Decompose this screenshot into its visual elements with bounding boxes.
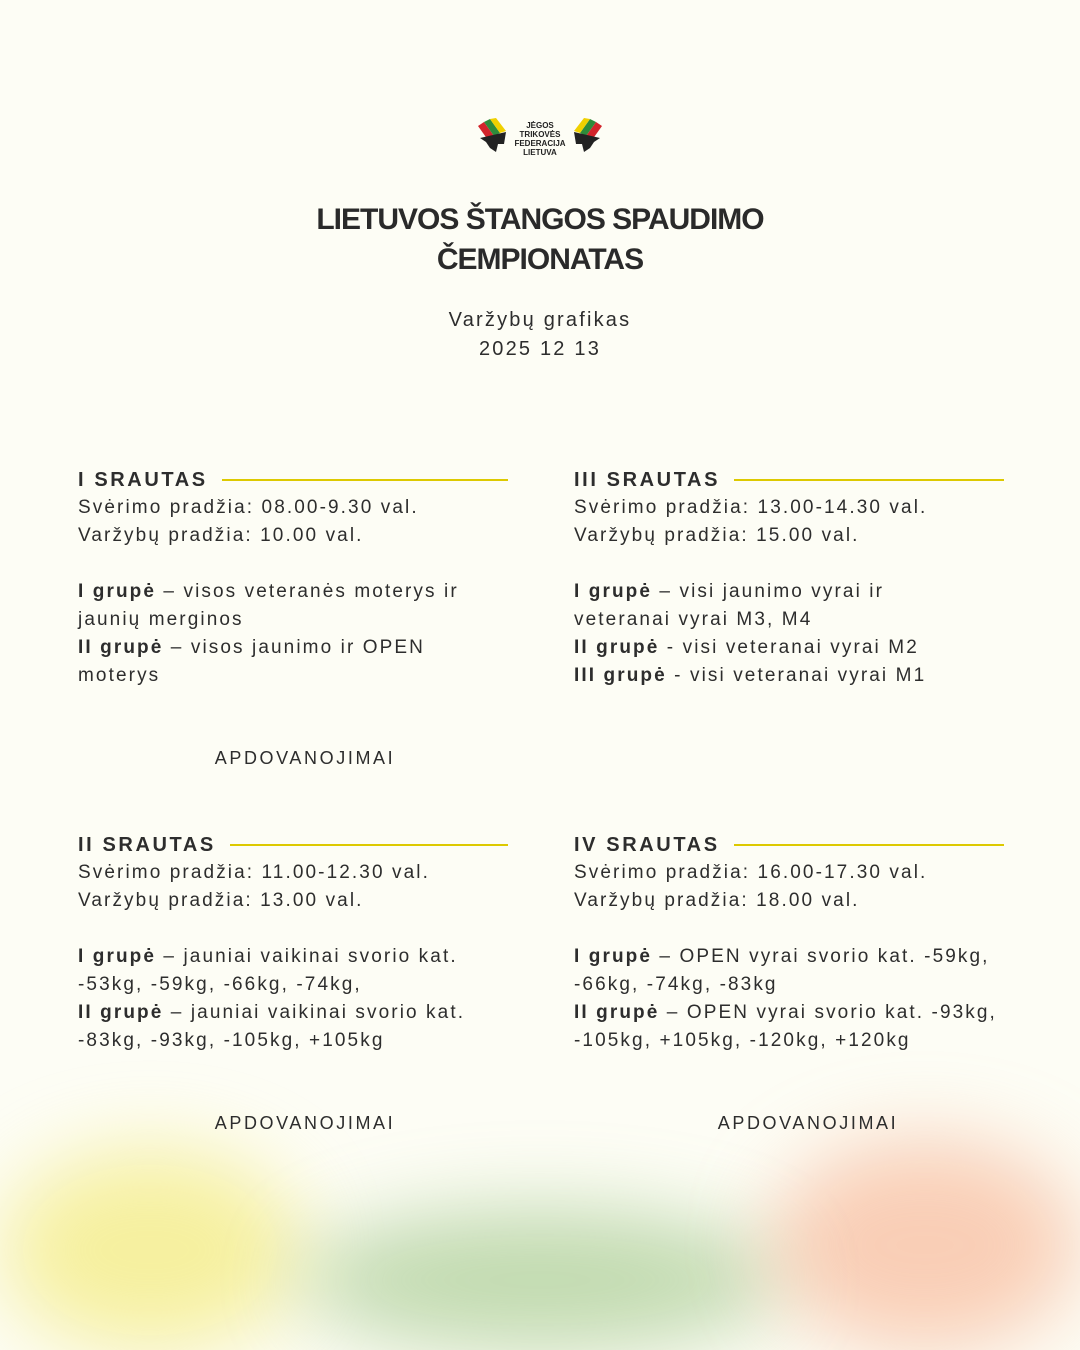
group-label: I grupė: [78, 946, 157, 967]
flow-heading: [78, 831, 538, 859]
group-label: I grupė: [574, 946, 653, 967]
heading-divider: [222, 479, 508, 481]
group-item: [78, 578, 538, 606]
group-description-continued: moterys: [78, 665, 161, 686]
group-description: - visi veteranai vyrai M2: [659, 637, 919, 658]
green-watercolor: [300, 1210, 780, 1350]
group-label: I grupė: [574, 581, 653, 602]
group-description: – OPEN vyrai svorio kat. -93kg,: [659, 1002, 997, 1023]
logo-text: [506, 121, 574, 157]
group-label: II grupė: [78, 1002, 164, 1023]
schedule-label: Varžybų grafikas: [448, 309, 632, 331]
competition-start-time: Varžybų pradžia: 13.00 val.: [78, 890, 364, 911]
group-label: II grupė: [78, 637, 164, 658]
heading-divider: [734, 479, 1004, 481]
group-description: – jauniai vaikinai svorio kat.: [156, 946, 458, 967]
page-title: [0, 200, 1080, 280]
weigh-in-time: Svėrimo pradžia: 11.00-12.30 val.: [78, 862, 430, 883]
awards-label: APDOVANOJIMAI: [717, 1113, 899, 1133]
group-item: [574, 634, 1034, 662]
group-description: - visi veteranai vyrai M1: [666, 665, 927, 686]
group-item: [574, 662, 1034, 690]
federation-logo: [476, 118, 604, 157]
group-label: I grupė: [78, 581, 157, 602]
group-description: – OPEN vyrai svorio kat. -59kg,: [652, 946, 990, 967]
awards-label: APDOVANOJIMAI: [214, 748, 396, 768]
group-description: – jauniai vaikinai svorio kat.: [163, 1002, 466, 1023]
group-description: – visos veteranės moterys ir: [156, 581, 459, 602]
group-label: III grupė: [574, 665, 667, 686]
weigh-in-time: Svėrimo pradžia: 13.00-14.30 val.: [574, 497, 928, 518]
group-description-continued: -83kg, -93kg, -105kg, +105kg: [78, 1030, 385, 1051]
group-item: [574, 578, 1034, 606]
group-item: [574, 943, 1034, 971]
competition-start-time: Varžybų pradžia: 10.00 val.: [78, 525, 364, 546]
group-item: [574, 999, 1034, 1027]
flow-heading: [78, 466, 538, 494]
group-description-continued: jaunių merginos: [78, 609, 244, 630]
logo-line: FEDERACIJA: [514, 139, 566, 148]
group-description-continued: -66kg, -74kg, -83kg: [574, 974, 778, 995]
group-description: – visos jaunimo ir OPEN: [163, 637, 426, 658]
logo-line: LIETUVA: [523, 148, 557, 157]
title-line: ČEMPIONATAS: [436, 243, 644, 276]
flow-heading: [574, 831, 1034, 859]
weigh-in-time: Svėrimo pradžia: 16.00-17.30 val.: [574, 862, 928, 883]
flow-section: [78, 831, 538, 1055]
flow-heading-text: II SRAUTAS: [78, 834, 216, 856]
group-label: II grupė: [574, 637, 660, 658]
flow-heading: [574, 466, 1034, 494]
logo-line: JĖGOS TRIKOVĖS: [519, 121, 561, 139]
orange-watercolor: [770, 1140, 1080, 1350]
awards-label: APDOVANOJIMAI: [214, 1113, 396, 1133]
flow-section: [574, 831, 1034, 1055]
competition-start-time: Varžybų pradžia: 18.00 val.: [574, 890, 860, 911]
subtitle: [0, 306, 1080, 364]
group-item: [78, 634, 538, 662]
group-label: II grupė: [574, 1002, 660, 1023]
competition-start-time: Varžybų pradžia: 15.00 val.: [574, 525, 860, 546]
flow-heading-text: IV SRAUTAS: [574, 834, 720, 856]
group-description-continued: -53kg, -59kg, -66kg, -74kg,: [78, 974, 362, 995]
heading-divider: [734, 844, 1004, 846]
flow-heading-text: I SRAUTAS: [78, 469, 208, 491]
group-item: [78, 999, 538, 1027]
flow-section: [78, 466, 538, 690]
title-line: LIETUVOS ŠTANGOS SPAUDIMO: [316, 203, 764, 236]
group-item: [78, 943, 538, 971]
flow-section: [574, 466, 1034, 690]
flow-heading-text: III SRAUTAS: [574, 469, 721, 491]
event-date: 2025 12 13: [478, 338, 602, 360]
weigh-in-time: Svėrimo pradžia: 08.00-9.30 val.: [78, 497, 419, 518]
yellow-watercolor: [0, 1150, 300, 1350]
group-description-continued: -105kg, +105kg, -120kg, +120kg: [574, 1030, 911, 1051]
group-description-continued: veteranai vyrai M3, M4: [574, 609, 813, 630]
group-description: – visi jaunimo vyrai ir: [652, 581, 885, 602]
heading-divider: [230, 844, 508, 846]
